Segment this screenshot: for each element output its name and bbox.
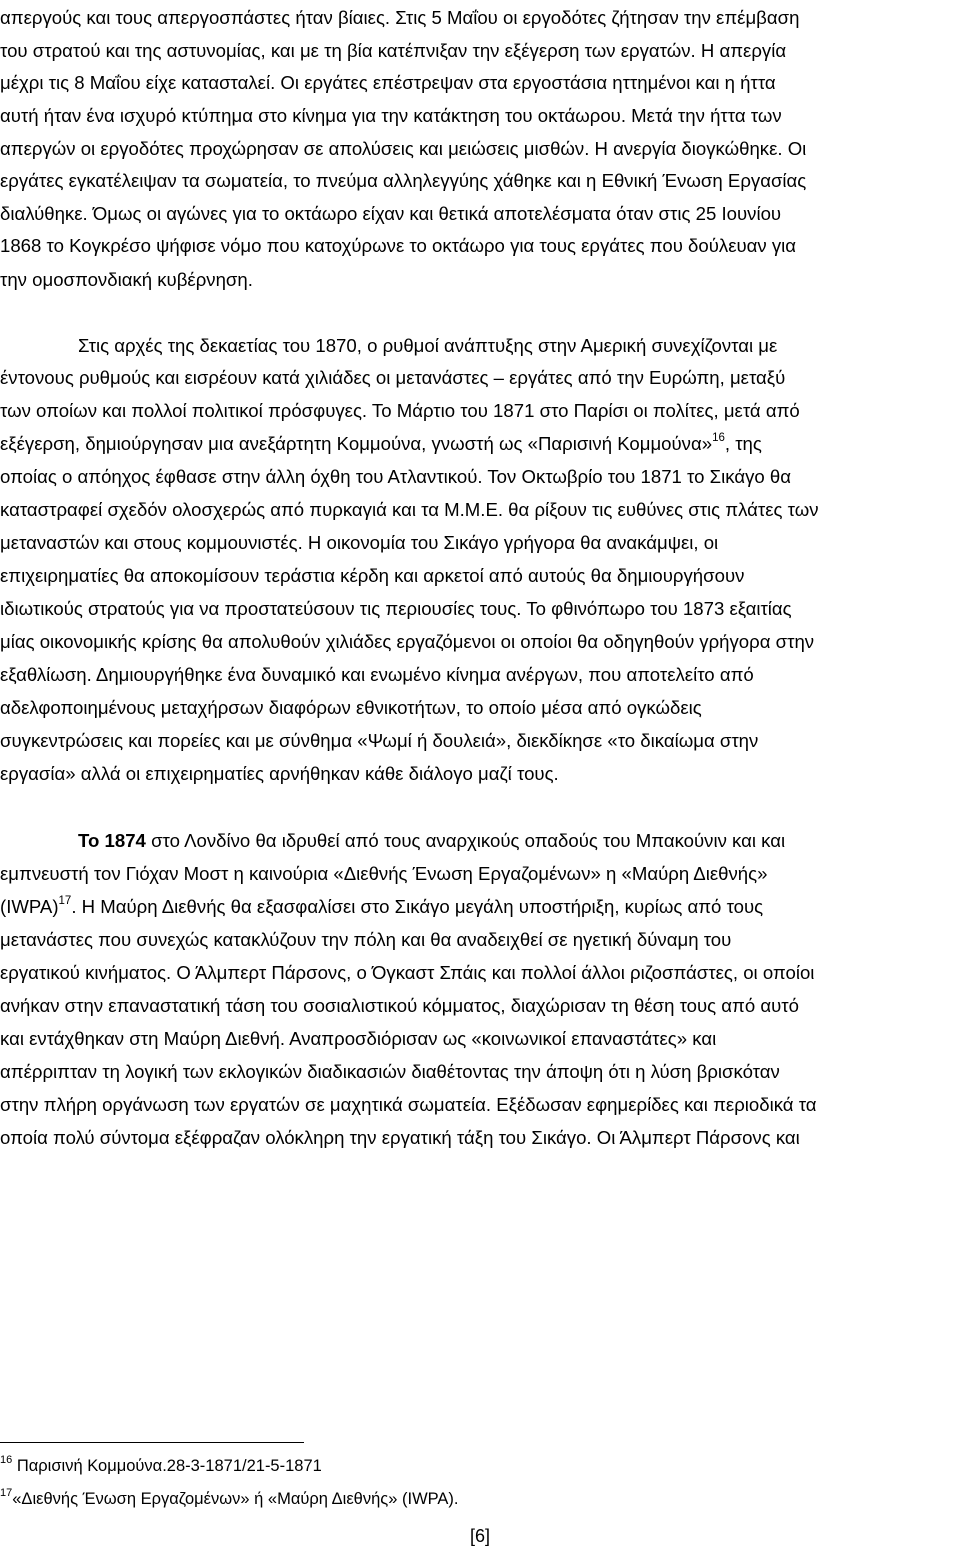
text-line: διαλύθηκε. Όμως οι αγώνες για το οκτάωρο είχαν και θετικά αποτελέσματα όταν στις 25 Ιουνίου <box>0 203 782 224</box>
text-line: απέρριπταν τη λογική των εκλογικών διαδικασιών διαθέτοντας την άποψη ότι η λύση βρισκόταν <box>0 1061 780 1082</box>
text-line: εργασία» αλλά οι επιχειρηματίες αρνήθηκαν κάθε διάλογο μαζί τους. <box>0 763 559 784</box>
text-line: μίας οικονομικής κρίσης θα απολυθούν χιλιάδες εργαζόμενοι οι οποίοι θα οδηγηθούν γρήγορα στην <box>0 631 815 652</box>
text-line: Στις αρχές της δεκαετίας του 1870, ο ρυθμοί ανάπτυξης στην Αμερική συνεχίζονται με <box>78 335 778 356</box>
text-line: απεργών οι εργοδότες προχώρησαν σε απολύσεις και μειώσεις μισθών. Η ανεργία διογκώθηκε. Οι <box>0 138 807 159</box>
text-line: εξαθλίωση. Δημιουργήθηκε ένα δυναμικό και ενωμένο κίνημα ανέργων, που αποτελείτο από <box>0 664 754 685</box>
page-number: [6] <box>469 1526 490 1546</box>
footnote-mark: 17 <box>0 1487 13 1499</box>
text-line: καταστραφεί σχεδόν ολοσχερώς από πυρκαγιά και τα Μ.Μ.Ε. θα ρίξουν τις ευθύνες στις πλάτες των <box>0 499 819 520</box>
text-segment: στο Λονδίνο θα ιδρυθεί από τους αναρχικούς οπαδούς του Μπακούνιν και και <box>151 830 786 851</box>
text-line: εργατικού κινήματος. Ο Άλμπερτ Πάρσονς, ο Όγκαστ Σπάις και πολλοί άλλοι ριζοσπάστες, οι οποίοι <box>0 962 815 983</box>
text-line <box>0 432 960 456</box>
footnote-text: «Διεθνής Ένωση Εργαζομένων» ή «Μαύρη Διεθνής» (IWPA). <box>12 1490 459 1508</box>
text-line: στην πλήρη οργάνωση των εργατών σε μαχητικά σωματεία. Εξέδωσαν εφημερίδες και περιοδικά τα <box>0 1094 817 1115</box>
text-line: μέχρι τις 8 Μαΐου είχε κατασταλεί. Οι εργάτες επέστρεψαν στα εργοστάσια ηττημένοι και η ήττα <box>0 72 776 93</box>
text-line: αδελφοποιημένους μεταχήρσων διαφόρων εθνικοτήτων, το οποίο μέσα από ογκώδεις <box>0 697 702 718</box>
footnote-mark: 16 <box>0 1454 13 1466</box>
text-line: εμπνευστή τον Γιόχαν Μοστ η καινούρια «Διεθνής Ένωση Εργαζομένων» η «Μαύρη Διεθνής» <box>0 863 768 884</box>
text-line: συγκεντρώσεις και πορείες και με σύνθημα «Ψωμί ή δουλειά», διεκδίκησε «το δικαίωμα στην <box>0 730 759 751</box>
footnote <box>0 1455 322 1477</box>
text-line: 1868 το Κογκρέσο ψήφισε νόμο που κατοχύρωνε το οκτάωρο για τους εργάτες που δούλευαν για <box>0 235 797 256</box>
text-line <box>0 895 960 919</box>
text-line: του στρατού και της αστυνομίας, και με τη βία κατέπνιξαν την εξέγερση των εργατών. Η απεργία <box>0 40 787 61</box>
footnote <box>0 1488 459 1510</box>
footnote-ref-16[interactable]: 16 <box>712 432 725 444</box>
text-line: απεργούς και τους απεργοσπάστες ήταν βίαιες. Στις 5 Μαΐου οι εργοδότες ζήτησαν την επέμβαση <box>0 7 800 28</box>
footnote-text: Παρισινή Κομμούνα.28-3-1871/21-5-1871 <box>16 1457 322 1475</box>
text-line: μετανάστες που συνεχώς κατακλύζουν την πόλη και θα αναδειχθεί σε ηγετική δύναμη του <box>0 929 732 950</box>
footnote-ref-17[interactable]: 17 <box>58 895 72 907</box>
text-segment: . Η Μαύρη Διεθνής θα εξασφαλίσει στο Σικάγο μεγάλη υποστήριξη, κυρίως από τους <box>71 896 764 917</box>
text-line: εργάτες εγκατέλειψαν τα σωματεία, το πνεύμα αλληλεγγύης χάθηκε και η Εθνική Ένωση Εργασίας <box>0 170 807 191</box>
text-segment: , της <box>724 433 762 454</box>
text-line: την ομοσπονδιακή κυβέρνηση. <box>0 269 253 290</box>
bold-text: Το <box>78 830 100 851</box>
text-line <box>0 829 960 853</box>
text-segment: εξέγερση, δημιούργησαν μια ανεξάρτητη Κομμούνα, γνωστή ως «Παρισινή Κομμούνα» <box>0 433 713 454</box>
text-segment: (IWPA) <box>0 896 59 917</box>
bold-year: 1874 <box>104 830 146 851</box>
text-line: έντονους ρυθμούς και εισρέουν κατά χιλιάδες οι μετανάστες – εργάτες από την Ευρώπη, μεταξύ <box>0 367 786 388</box>
text-line: επιχειρηματίες θα αποκομίσουν τεράστια κέρδη και αρκετοί από αυτούς θα δημιουργήσουν <box>0 565 745 586</box>
text-line: ιδιωτικούς στρατούς για να προστατεύσουν τις περιουσίες τους. Το φθινόπωρο του 1873 εξαιτίας <box>0 598 792 619</box>
text-line: και εντάχθηκαν στη Μαύρη Διεθνή. Αναπροσδιόρισαν ως «κοινωνικοί επαναστάτες» και <box>0 1028 717 1049</box>
text-line: ανήκαν στην επαναστατική τάση του σοσιαλιστικού κόμματος, διαχώρισαν τη θέση τους από αυτό <box>0 995 799 1016</box>
footnote-separator <box>0 1442 304 1443</box>
text-line: οποίας ο απόηχος έφθασε στην άλλη όχθη του Ατλαντικού. Τον Οκτωβρίο του 1871 το Σικάγο θα <box>0 466 791 487</box>
text-line: των οποίων και πολλοί πολιτικοί πρόσφυγες. Το Μάρτιο του 1871 στο Παρίσι οι πολίτες, μετά από <box>0 400 800 421</box>
text-line: μεταναστών και στους κομμουνιστές. Η οικονομία του Σικάγο γρήγορα θα ανακάμψει, οι <box>0 532 719 553</box>
text-line: οποία πολύ σύντομα εξέφραζαν ολόκληρη την εργατική τάξη του Σικάγο. Οι Άλμπερτ Πάρσονς και <box>0 1127 800 1148</box>
text-line: αυτή ήταν ένα ισχυρό κτύπημα στο κίνημα για την κατάκτηση του οκτάωρου. Μετά την ήττα των <box>0 105 782 126</box>
